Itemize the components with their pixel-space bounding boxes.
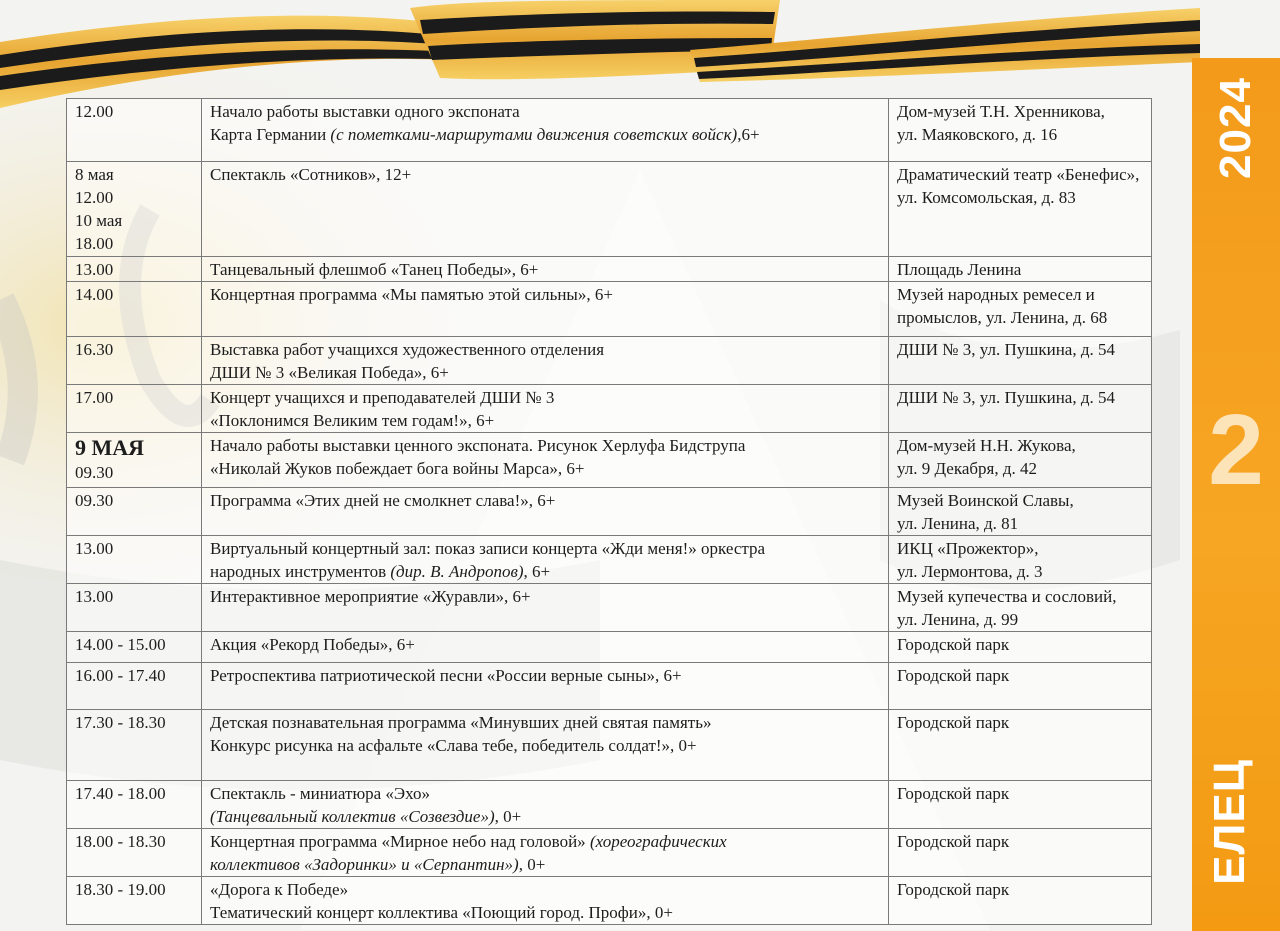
event-line	[210, 283, 880, 306]
event-line	[210, 163, 880, 186]
place-cell	[889, 584, 1152, 632]
event-line	[210, 830, 880, 853]
event-line	[210, 258, 880, 281]
event-note: (дир. В. Андропов)	[390, 562, 524, 581]
time-cell	[67, 162, 202, 257]
event-line	[210, 489, 880, 512]
table-row	[67, 385, 1152, 433]
event-text: Конкурс рисунка на асфальте «Слава тебе, победитель солдат!», 0+	[210, 736, 697, 755]
place-line: ДШИ № 3, ул. Пушкина, д. 54	[897, 388, 1115, 407]
event-age: , 6+	[523, 562, 551, 581]
event-cell	[202, 337, 889, 385]
place-cell	[889, 433, 1152, 488]
event-text: Концертная программа «Мы памятью этой сильны», 6+	[210, 285, 613, 304]
place-line: ул. Ленина, д. 99	[897, 610, 1019, 629]
time-value: 17.40 - 18.00	[75, 784, 166, 803]
time-cell	[67, 710, 202, 781]
event-line	[210, 560, 880, 583]
event-text: Ретроспектива патриотической песни «России верные сыны», 6+	[210, 666, 682, 685]
event-age: ,6+	[737, 125, 760, 144]
time-value: 16.30	[75, 340, 114, 359]
time-cell	[67, 257, 202, 282]
place-cell	[889, 162, 1152, 257]
place-cell	[889, 99, 1152, 162]
place-line: ул. Ленина, д. 81	[897, 514, 1019, 533]
event-text: Спектакль - миниатюра «Эхо»	[210, 784, 431, 803]
table-row	[67, 536, 1152, 584]
time-value: 09.30	[75, 463, 114, 482]
place-cell	[889, 536, 1152, 584]
event-line	[210, 734, 880, 757]
table-row	[67, 99, 1152, 162]
place-cell	[889, 488, 1152, 536]
time-value: 16.00 - 17.40	[75, 666, 166, 685]
event-line	[210, 123, 880, 146]
table-row	[67, 162, 1152, 257]
place-line: Драматический театр «Бенефис»,	[897, 165, 1140, 184]
event-text: Акция «Рекорд Победы», 6+	[210, 635, 415, 654]
event-text: ДШИ № 3 «Великая Победа», 6+	[210, 363, 449, 382]
place-line: ИКЦ «Прожектор»,	[897, 539, 1039, 558]
event-line	[210, 338, 880, 361]
event-line	[210, 805, 880, 828]
time-cell	[67, 584, 202, 632]
time-value: 17.30 - 18.30	[75, 713, 166, 732]
event-text: «Дорога к Победе»	[210, 880, 349, 899]
event-cell	[202, 829, 889, 877]
place-cell	[889, 337, 1152, 385]
event-cell	[202, 433, 889, 488]
event-line	[210, 878, 880, 901]
time-value: 13.00	[75, 260, 114, 279]
day-heading: 9 МАЯ	[75, 435, 145, 460]
place-cell	[889, 781, 1152, 829]
place-line: Городской парк	[897, 635, 1010, 654]
event-line	[210, 457, 880, 480]
event-note: коллективов «Задоринки» и «Серпантин»)	[210, 855, 519, 874]
event-text: Спектакль «Сотников», 12+	[210, 165, 412, 184]
table-row	[67, 584, 1152, 632]
time-cell	[67, 282, 202, 337]
time-value: 09.30	[75, 491, 114, 510]
time-cell	[67, 99, 202, 162]
time-cell	[67, 488, 202, 536]
event-cell	[202, 257, 889, 282]
place-line: Площадь Ленина	[897, 260, 1022, 279]
place-line: Городской парк	[897, 784, 1010, 803]
place-line: ул. Комсомольская, д. 83	[897, 188, 1076, 207]
event-cell	[202, 162, 889, 257]
time-value: 10 мая	[75, 211, 123, 230]
event-text: Начало работы выставки одного экспоната	[210, 102, 520, 121]
place-line: Городской парк	[897, 880, 1010, 899]
time-value: 14.00	[75, 285, 114, 304]
event-line	[210, 361, 880, 384]
table-row	[67, 282, 1152, 337]
time-cell	[67, 385, 202, 433]
page-number: 2	[1208, 394, 1264, 506]
place-line: Музей народных ремесел и	[897, 285, 1095, 304]
time-value: 18.00 - 18.30	[75, 832, 166, 851]
event-text: Виртуальный концертный зал: показ записи концерта «Жди меня!» оркестра	[210, 539, 766, 558]
event-cell	[202, 710, 889, 781]
event-note: (хореографических	[589, 832, 727, 851]
table-row	[67, 257, 1152, 282]
event-text: Интерактивное мероприятие «Журавли», 6+	[210, 587, 531, 606]
event-cell	[202, 99, 889, 162]
time-value: 8 мая	[75, 165, 114, 184]
place-cell	[889, 385, 1152, 433]
event-line	[210, 633, 880, 656]
city-label: ЕЛЕЦ	[1205, 759, 1254, 885]
event-note: (Танцевальный коллектив «Созвездие»)	[210, 807, 495, 826]
time-value: 12.00	[75, 102, 114, 121]
event-text: народных инструментов	[210, 562, 391, 581]
place-cell	[889, 829, 1152, 877]
event-cell	[202, 663, 889, 710]
event-text: «Николай Жуков побеждает бога войны Марса», 6+	[210, 459, 585, 478]
event-text: Начало работы выставки ценного экспоната. Рисунок Херлуфа Бидструпа	[210, 436, 746, 455]
event-cell	[202, 632, 889, 663]
place-line: Городской парк	[897, 666, 1010, 685]
event-line	[210, 853, 880, 876]
event-text: Концерт учащихся и преподавателей ДШИ № 3	[210, 388, 555, 407]
time-value: 18.30 - 19.00	[75, 880, 166, 899]
time-cell	[67, 433, 202, 488]
place-cell	[889, 663, 1152, 710]
place-line: ул. Лермонтова, д. 3	[897, 562, 1043, 581]
place-cell	[889, 632, 1152, 663]
event-line	[210, 711, 880, 734]
time-value: 17.00	[75, 388, 114, 407]
place-cell	[889, 257, 1152, 282]
table-row	[67, 433, 1152, 488]
event-line	[210, 386, 880, 409]
place-line: Городской парк	[897, 832, 1010, 851]
time-cell	[67, 829, 202, 877]
event-text: Программа «Этих дней не смолкнет слава!», 6+	[210, 491, 556, 510]
event-text: «Поклонимся Великим тем годам!», 6+	[210, 411, 495, 430]
table-row	[67, 488, 1152, 536]
event-line	[210, 100, 880, 123]
event-cell	[202, 781, 889, 829]
event-line	[210, 409, 880, 432]
time-value: 12.00	[75, 188, 114, 207]
place-line: ул. 9 Декабря, д. 42	[897, 459, 1038, 478]
place-line: ул. Маяковского, д. 16	[897, 125, 1058, 144]
event-line	[210, 537, 880, 560]
event-cell	[202, 282, 889, 337]
place-line: ДШИ № 3, ул. Пушкина, д. 54	[897, 340, 1115, 359]
schedule-table	[66, 98, 1152, 925]
event-cell	[202, 584, 889, 632]
time-cell	[67, 337, 202, 385]
event-text: Карта Германии	[210, 125, 331, 144]
place-line: Дом-музей Т.Н. Хренникова,	[897, 102, 1105, 121]
place-cell	[889, 877, 1152, 925]
event-cell	[202, 536, 889, 584]
time-value: 13.00	[75, 539, 114, 558]
event-line	[210, 901, 880, 924]
event-cell	[202, 877, 889, 925]
event-age: , 0+	[518, 855, 546, 874]
place-cell	[889, 710, 1152, 781]
table-row	[67, 337, 1152, 385]
table-row	[67, 710, 1152, 781]
event-text: Танцевальный флешмоб «Танец Победы», 6+	[210, 260, 539, 279]
event-age: , 0+	[494, 807, 522, 826]
table-row	[67, 632, 1152, 663]
place-line: Дом-музей Н.Н. Жукова,	[897, 436, 1076, 455]
table-row	[67, 877, 1152, 925]
table-row	[67, 829, 1152, 877]
place-cell	[889, 282, 1152, 337]
event-note: (с пометками-маршрутами движения советских войск)	[330, 125, 738, 144]
table-row	[67, 663, 1152, 710]
place-line: Музей купечества и сословий,	[897, 587, 1117, 606]
event-line	[210, 664, 880, 687]
time-value: 13.00	[75, 587, 114, 606]
event-text: Детская познавательная программа «Минувших дней святая память»	[210, 713, 712, 732]
time-cell	[67, 663, 202, 710]
event-text: Тематический концерт коллектива «Поющий город. Профи», 0+	[210, 903, 673, 922]
place-line: Музей Воинской Славы,	[897, 491, 1074, 510]
schedule-body	[67, 99, 1152, 925]
event-line	[210, 585, 880, 608]
time-cell	[67, 877, 202, 925]
year-label: 2024	[1211, 77, 1260, 179]
event-line	[210, 434, 880, 457]
place-line: Городской парк	[897, 713, 1010, 732]
event-cell	[202, 385, 889, 433]
time-cell	[67, 536, 202, 584]
time-cell	[67, 781, 202, 829]
event-cell	[202, 488, 889, 536]
time-value: 18.00	[75, 234, 114, 253]
event-line	[210, 782, 880, 805]
event-text: Концертная программа «Мирное небо над головой»	[210, 832, 590, 851]
event-text: Выставка работ учащихся художественного отделения	[210, 340, 605, 359]
time-value: 14.00 - 15.00	[75, 635, 166, 654]
table-row	[67, 781, 1152, 829]
time-cell	[67, 632, 202, 663]
place-line: промыслов, ул. Ленина, д. 68	[897, 308, 1108, 327]
